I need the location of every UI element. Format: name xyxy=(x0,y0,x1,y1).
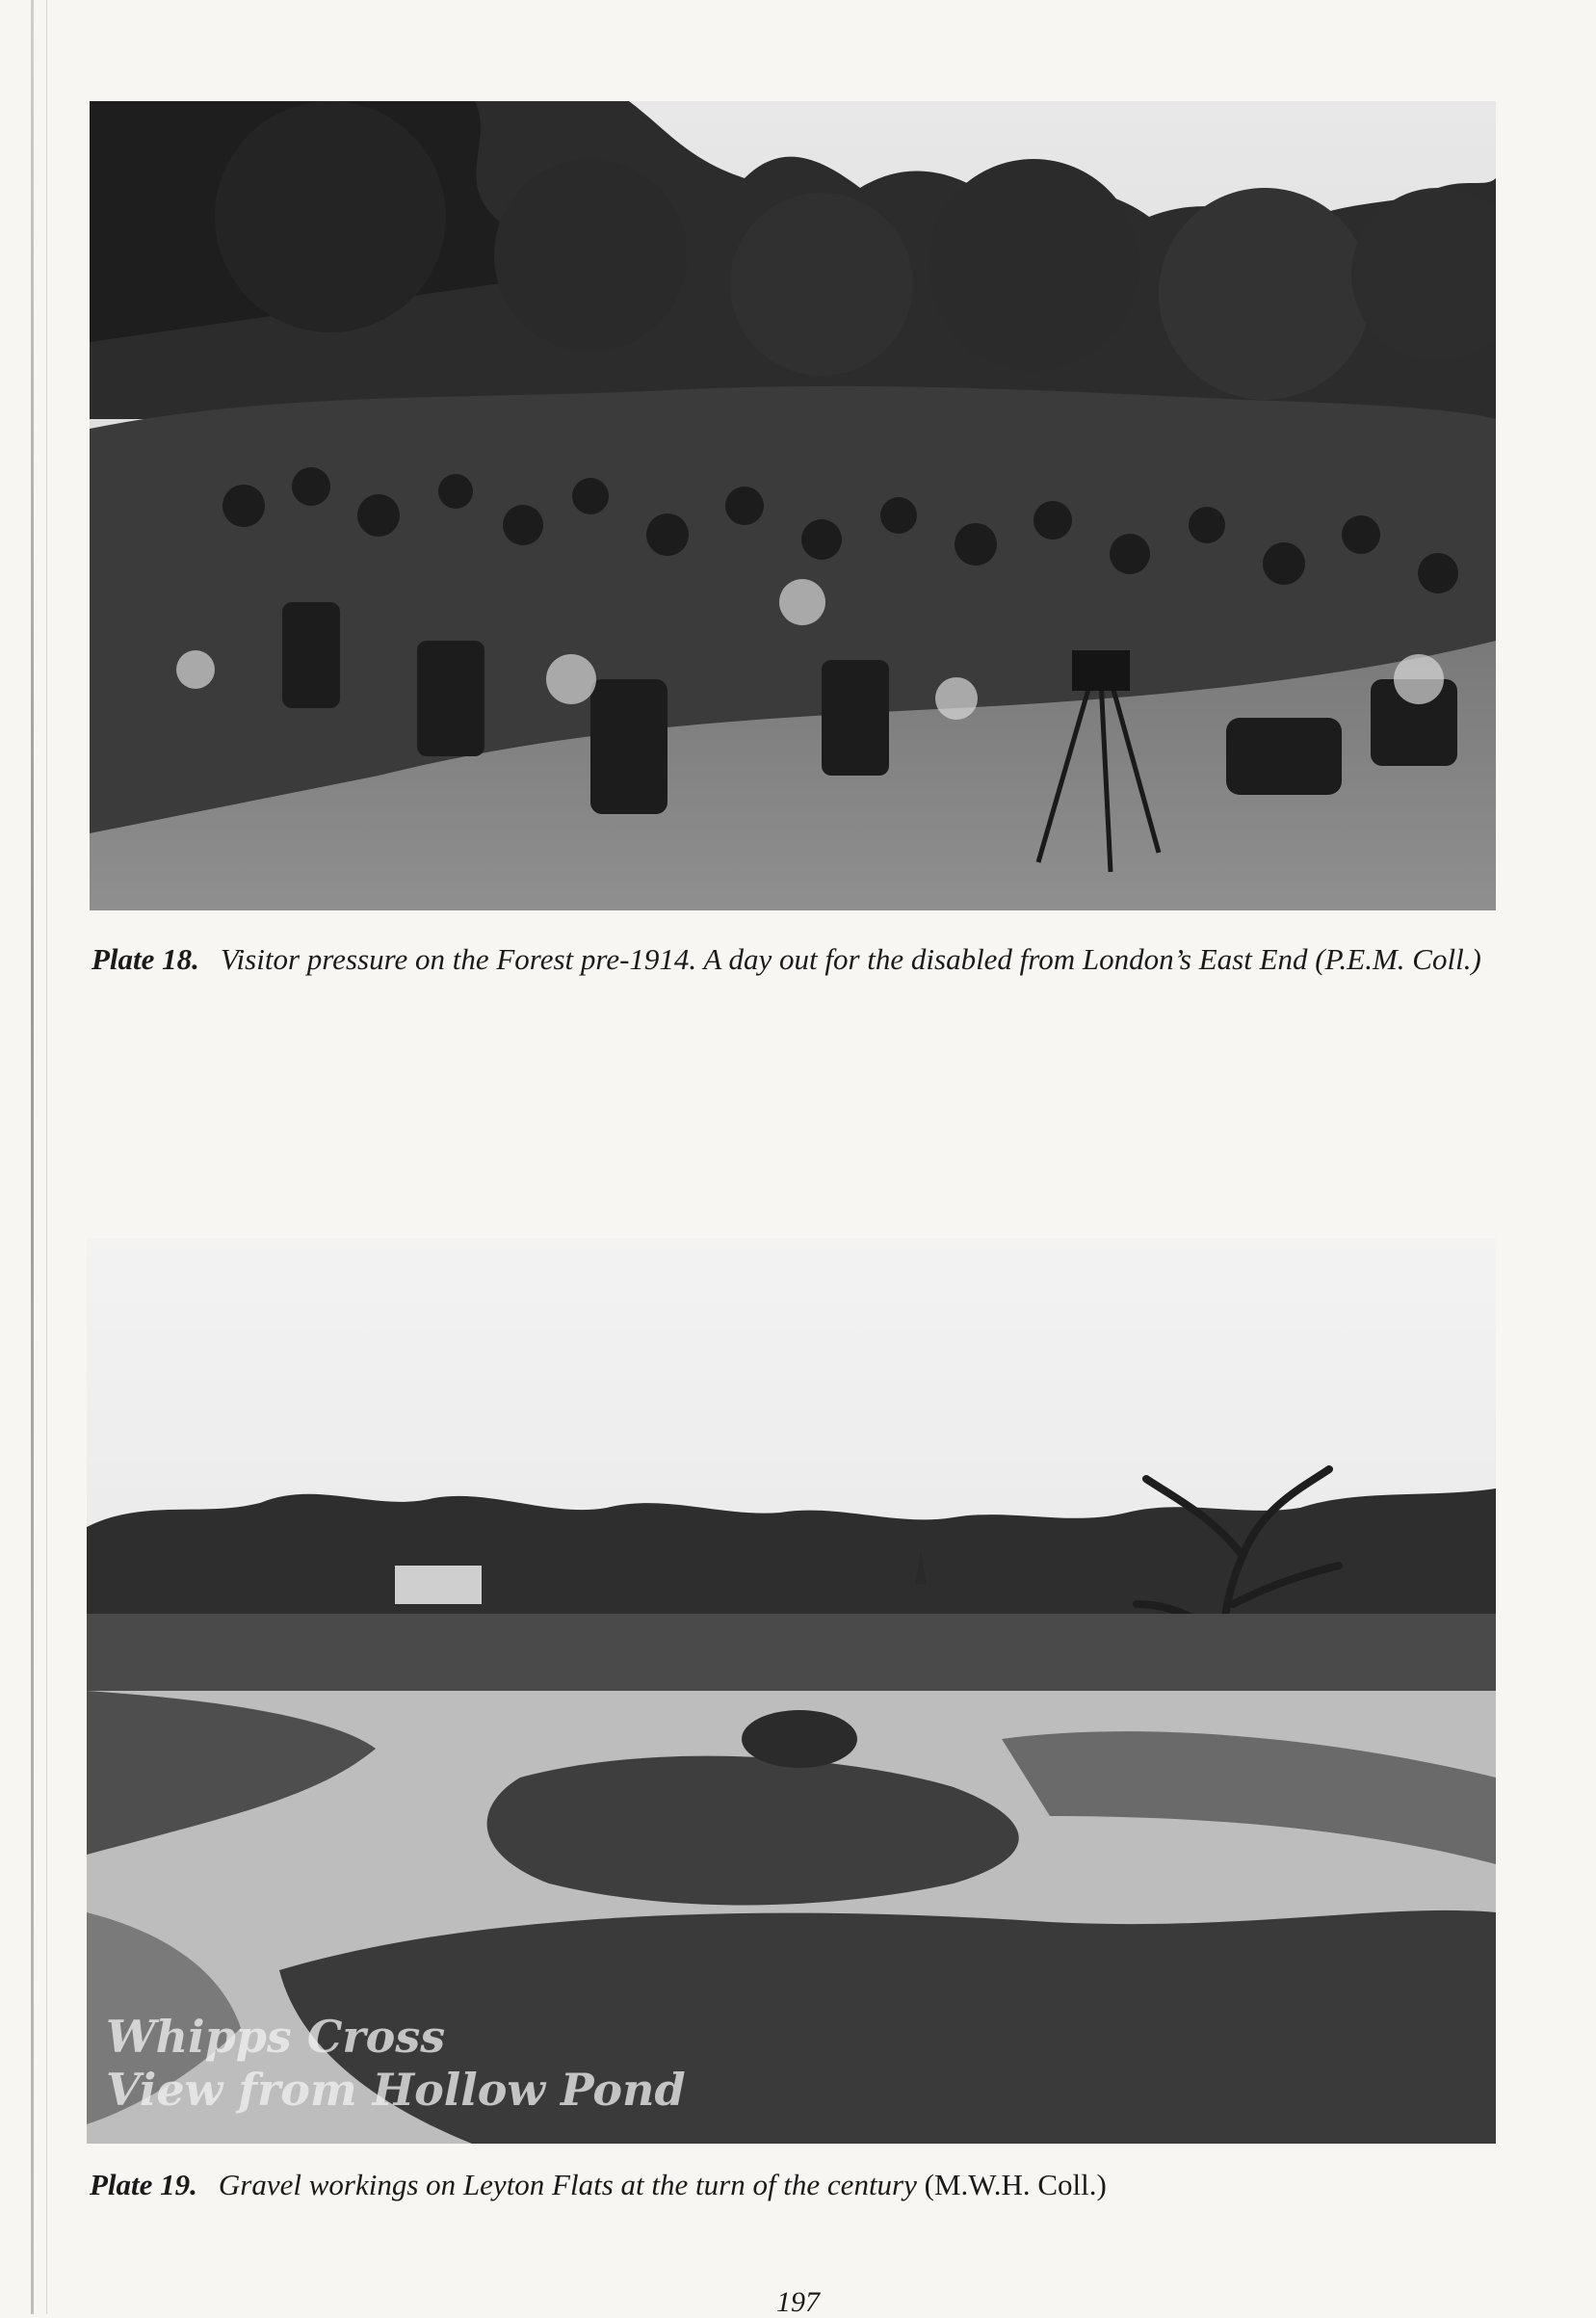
plate-19-caption-text: Gravel workings on Leyton Flats at the turn of the century xyxy=(218,2168,917,2201)
plate-18-caption-text: Visitor pressure on the Forest pre-1914. A day out for the disabled from London’s East End (P.E.M. Coll.) xyxy=(220,942,1481,976)
page-gutter-line xyxy=(46,0,47,2314)
plate-19-label: Plate 19. xyxy=(90,2168,197,2201)
postcard-subtitle-text: View from Hollow Pond xyxy=(106,2064,686,2116)
landscape-photograph xyxy=(87,1238,1496,2144)
postcard-title-text: Whipps Cross xyxy=(106,2011,446,2063)
plate-18-label: Plate 18. xyxy=(92,942,199,976)
plate-19-caption xyxy=(90,2167,1496,2203)
plate-18-caption xyxy=(92,941,1498,978)
plate-19-credit: (M.W.H. Coll.) xyxy=(924,2168,1107,2201)
crowd-photograph xyxy=(90,101,1496,910)
page-gutter-edge xyxy=(31,0,34,2314)
page-number: 197 xyxy=(776,2286,820,2318)
